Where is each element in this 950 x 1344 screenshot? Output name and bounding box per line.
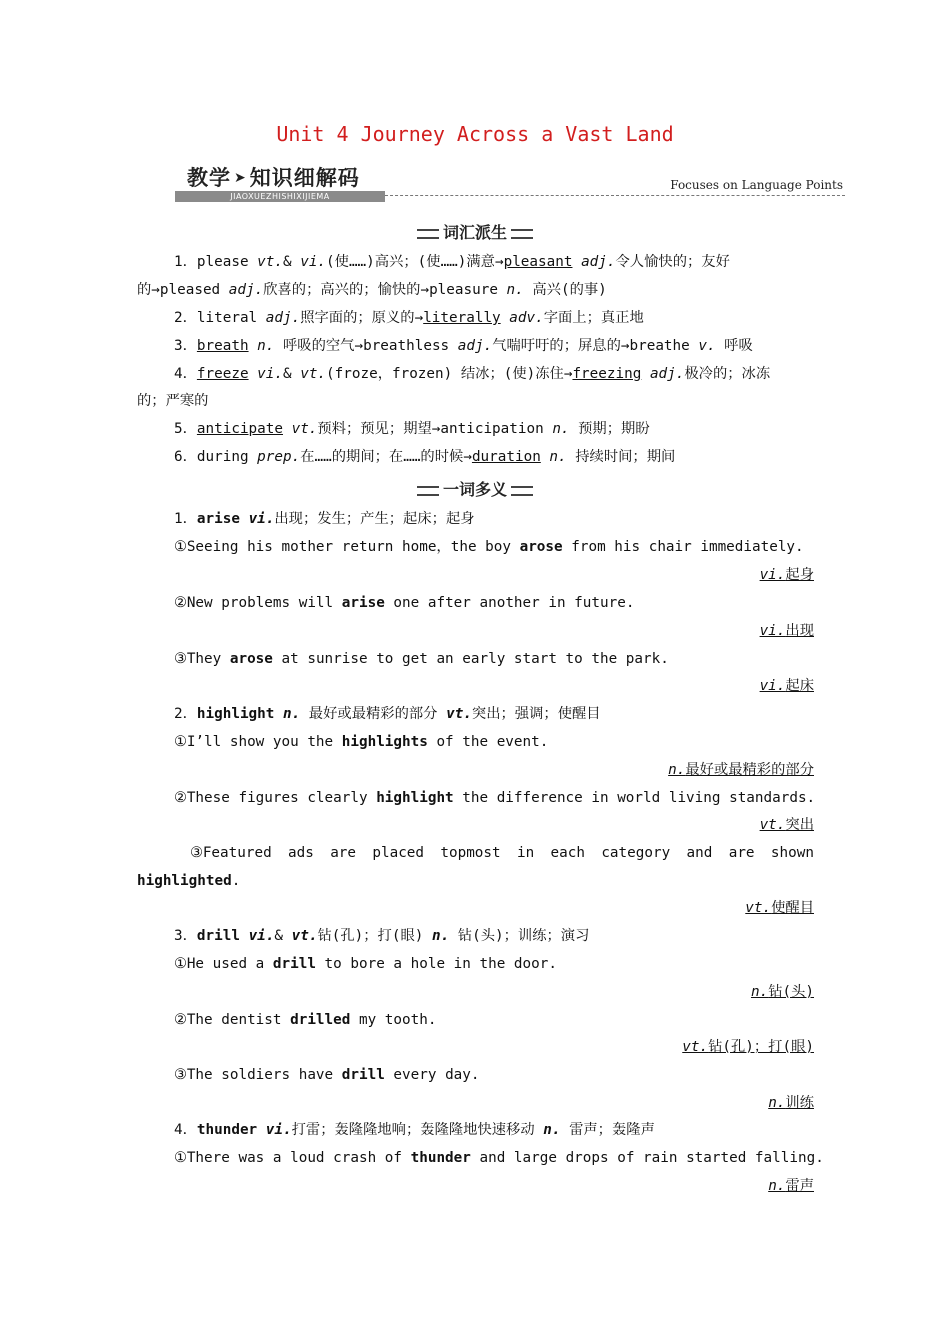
vocab-line-6: 的；严寒的 (137, 393, 209, 409)
example-meaning: n.训练 (768, 1095, 814, 1111)
example-meaning: vi.起床 (759, 678, 814, 694)
section-heading-polysemy: 一词多义 (0, 477, 950, 500)
vocab-line-2: 的→pleased adj.欣喜的；高兴的；愉快的→pleasure n. 高兴(的事) (137, 282, 607, 298)
example-meaning: vi.出现 (759, 623, 814, 639)
page-title: Unit 4 Journey Across a Vast Land (276, 122, 674, 146)
section-banner (175, 162, 845, 202)
example-sentence: ③They arose at sunrise to get an early start to the park. (174, 651, 669, 667)
poly-word-highlight: 2．highlight n. 最好或最精彩的部分 vt.突出；强调；使醒目 (174, 706, 601, 722)
banner-title-a: 教学 (187, 166, 231, 190)
example-meaning: vt.使醒目 (745, 900, 814, 916)
example-sentence: ②The dentist drilled my tooth. (174, 1012, 437, 1028)
section-heading-vocab: 词汇派生 (0, 220, 950, 243)
vocab-line-4: 3．breath n. 呼吸的空气→breathless adj.气喘吁吁的；屏息的→breathe v. 呼吸 (174, 338, 753, 354)
example-meaning: vt.突出 (759, 817, 814, 833)
example-sentence: ①I’ll show you the highlights of the event. (174, 734, 549, 750)
example-sentence: ②These figures clearly highlight the difference in world living standards. (174, 790, 816, 806)
poly-word-arise: 1．arise vi.出现；发生；产生；起床；起身 (174, 511, 475, 527)
example-meaning: n.最好或最精彩的部分 (668, 762, 814, 778)
example-sentence-cont: highlighted. (137, 873, 241, 889)
vocab-line-3: 2．literal adj.照字面的；原义的→literally adv.字面上；真正地 (174, 310, 644, 326)
example-meaning: vi.起身 (759, 567, 814, 583)
example-meaning: vt.钻(孔)；打(眼) (682, 1039, 814, 1055)
banner-title (187, 162, 360, 192)
vocab-line-1: 1．please vt.& vi.(使……)高兴；(使……)满意→pleasant adj.令人愉快的；友好 (174, 254, 730, 270)
banner-english: Focuses on Language Points (670, 178, 843, 192)
banner-title-b: 知识细解码 (249, 166, 360, 190)
vocab-line-5: 4．freeze vi.& vt.(froze，frozen) 结冰；(使)冻住→freezing adj.极冷的；冰冻 (174, 366, 771, 382)
banner-arrow-icon: ➤ (234, 170, 247, 186)
example-sentence-justified: ③Featured ads are placed topmost in each category and are shown (190, 845, 814, 861)
example-meaning: n.雷声 (768, 1178, 814, 1194)
example-sentence: ③The soldiers have drill every day. (174, 1067, 480, 1083)
poly-word-drill: 3．drill vi.& vt.钻(孔)；打(眼) n. 钻(头)；训练；演习 (174, 928, 590, 944)
example-sentence: ②New problems will arise one after another in future. (174, 595, 635, 611)
example-sentence: ①He used a drill to bore a hole in the door. (174, 956, 557, 972)
banner-divider (385, 195, 845, 196)
poly-word-thunder: 4．thunder vi.打雷；轰隆隆地响；轰隆隆地快速移动 n. 雷声；轰隆声 (174, 1122, 655, 1138)
example-sentence: ①There was a loud crash of thunder and large drops of rain started falling. (174, 1150, 824, 1166)
banner-subtitle: JIAOXUEZHISHIXIJIEMA (175, 191, 385, 202)
vocab-line-8: 6．during prep.在……的期间；在……的时候→duration n. 持续时间；期间 (174, 449, 676, 465)
example-sentence: ①Seeing his mother return home，the boy arose from his chair immediately. (174, 539, 804, 555)
example-meaning: n.钻(头) (750, 984, 814, 1000)
vocab-line-7: 5．anticipate vt.预料；预见；期望→anticipation n. 预期；期盼 (174, 421, 650, 437)
